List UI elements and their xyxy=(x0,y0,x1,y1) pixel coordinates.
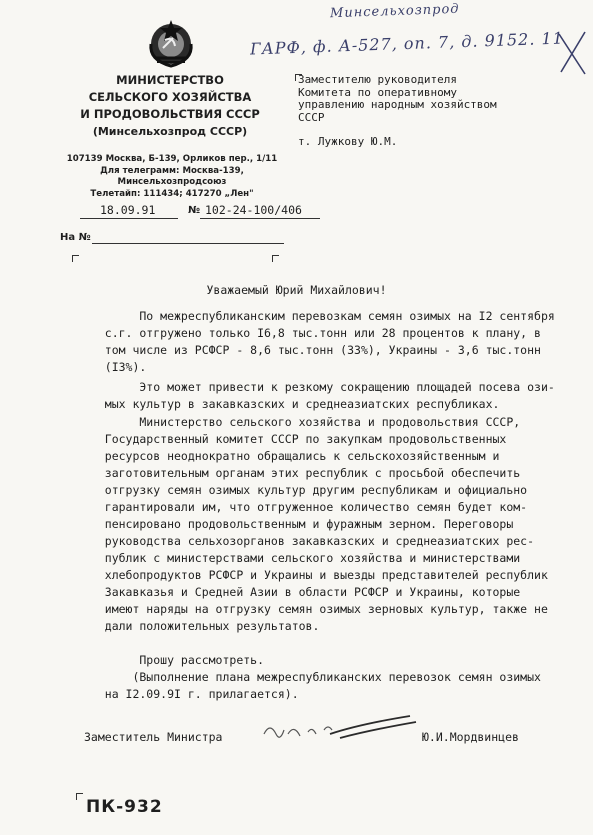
document-date: 18.09.91 xyxy=(100,203,156,217)
body-line: том числе из РСФСР - 8,6 тыс.тонн (33%), Украины - 3,6 тыс.тонн xyxy=(84,343,541,357)
corner-mark xyxy=(72,255,79,262)
ministry-address xyxy=(62,154,282,200)
number-label: № xyxy=(188,205,201,216)
body-line: ресурсов неоднократно обращались к сельскохозяйственным и xyxy=(84,449,500,463)
body-line: (I3%). xyxy=(84,360,147,374)
body-line: Прошу рассмотреть. xyxy=(84,653,265,667)
date-number-line xyxy=(60,203,320,219)
document-number: 102-24-100/406 xyxy=(205,203,302,217)
ministry-name-line: И ПРОДОВОЛЬСТВИЯ СССР xyxy=(80,107,260,121)
addressee-line: Комитета по оперативному xyxy=(298,85,457,99)
addressee-line: Заместителю руководителя xyxy=(298,73,457,86)
body-line: гарантировали им, что отгруженное количество семян будет ком- xyxy=(84,500,528,514)
addressee-line: управлению народным хозяйством xyxy=(298,98,497,111)
ussr-emblem-icon xyxy=(143,14,199,70)
cross-mark-icon xyxy=(555,28,591,78)
body-line: руководства сельхозорганов закавказских и среднеазиатских рес- xyxy=(84,534,535,548)
ministry-header xyxy=(60,72,280,140)
body-line: на I2.09.9I г. прилагается). xyxy=(84,687,299,701)
corner-mark xyxy=(76,793,83,800)
handwritten-signature xyxy=(260,712,420,752)
body-line: с.г. отгружено только I6,8 тыс.тонн или 28 процентов к плану, в xyxy=(84,326,541,340)
signatory-name: Ю.И.Мордвинцев xyxy=(422,730,519,744)
body-line: По межреспубликанским перевозкам семян озимых на I2 сентября xyxy=(84,309,555,323)
body-line: отгрузку семян озимых культур другим республикам и официально xyxy=(84,483,528,497)
body-line: имеют наряды на отгрузку семян озимых зерновых культур, также не xyxy=(84,602,548,616)
body-line: Закавказья и Средней Азии в области РСФСР и Украины, которые xyxy=(84,585,521,599)
archive-note-line2: ГАРФ, ф. А-527, оп. 7, д. 9152. 11 xyxy=(249,28,565,59)
addressee-block xyxy=(298,74,497,149)
body-line: хлебопродуктов РСФСР и Украины и выезды представителей республик xyxy=(84,568,548,582)
body-line: (Выполнение плана межреспубликанских перевозок семян озимых xyxy=(84,670,541,684)
reference-number-line xyxy=(92,243,284,244)
addressee-line: СССР xyxy=(298,110,325,124)
body-line: публик с министерствами сельского хозяйства и министерствами xyxy=(84,551,521,565)
body-line: Государственный комитет СССР по закупкам продовольственных xyxy=(84,432,507,446)
body-line: Это может привести к резкому сокращению площадей посева ози- xyxy=(84,380,555,394)
address-line: Телетайп: 111434; 417270 „Лен" xyxy=(90,188,254,199)
stamp-code: ПК-932 xyxy=(86,797,163,817)
body-line: Министерство сельского хозяйства и продовольствия СССР, xyxy=(84,415,521,429)
ministry-name-line: МИНИСТЕРСТВО xyxy=(116,73,224,87)
ministry-short-name: (Минсельхозпрод СССР) xyxy=(92,125,248,138)
body-line: пенсировано продовольственным и фуражным зерном. Переговоры xyxy=(84,517,514,531)
body-line: заготовительным органам этих республик с просьбой обеспечить xyxy=(84,466,521,480)
addressee-name: т. Лужкову Ю.М. xyxy=(298,135,398,148)
reference-number-label: На № xyxy=(60,232,91,243)
address-line: Минсельхозпродсоюз xyxy=(117,177,227,187)
corner-mark xyxy=(272,255,279,262)
address-line: Для телеграмм: Москва-139, xyxy=(100,165,244,176)
ministry-name-line: СЕЛЬСКОГО ХОЗЯЙСТВА xyxy=(88,90,252,104)
body-line: дали положительных результатов. xyxy=(84,619,320,633)
salutation: Уважаемый Юрий Михайлович! xyxy=(206,283,387,297)
archive-note-line1: Минсельхозпрод xyxy=(329,1,460,22)
address-line: 107139 Москва, Б-139, Орликов пер., 1/11 xyxy=(66,154,278,164)
body-line: мых культур в закавказских и среднеазиатских республиках. xyxy=(84,397,500,411)
signatory-title: Заместитель Министра xyxy=(84,730,223,744)
